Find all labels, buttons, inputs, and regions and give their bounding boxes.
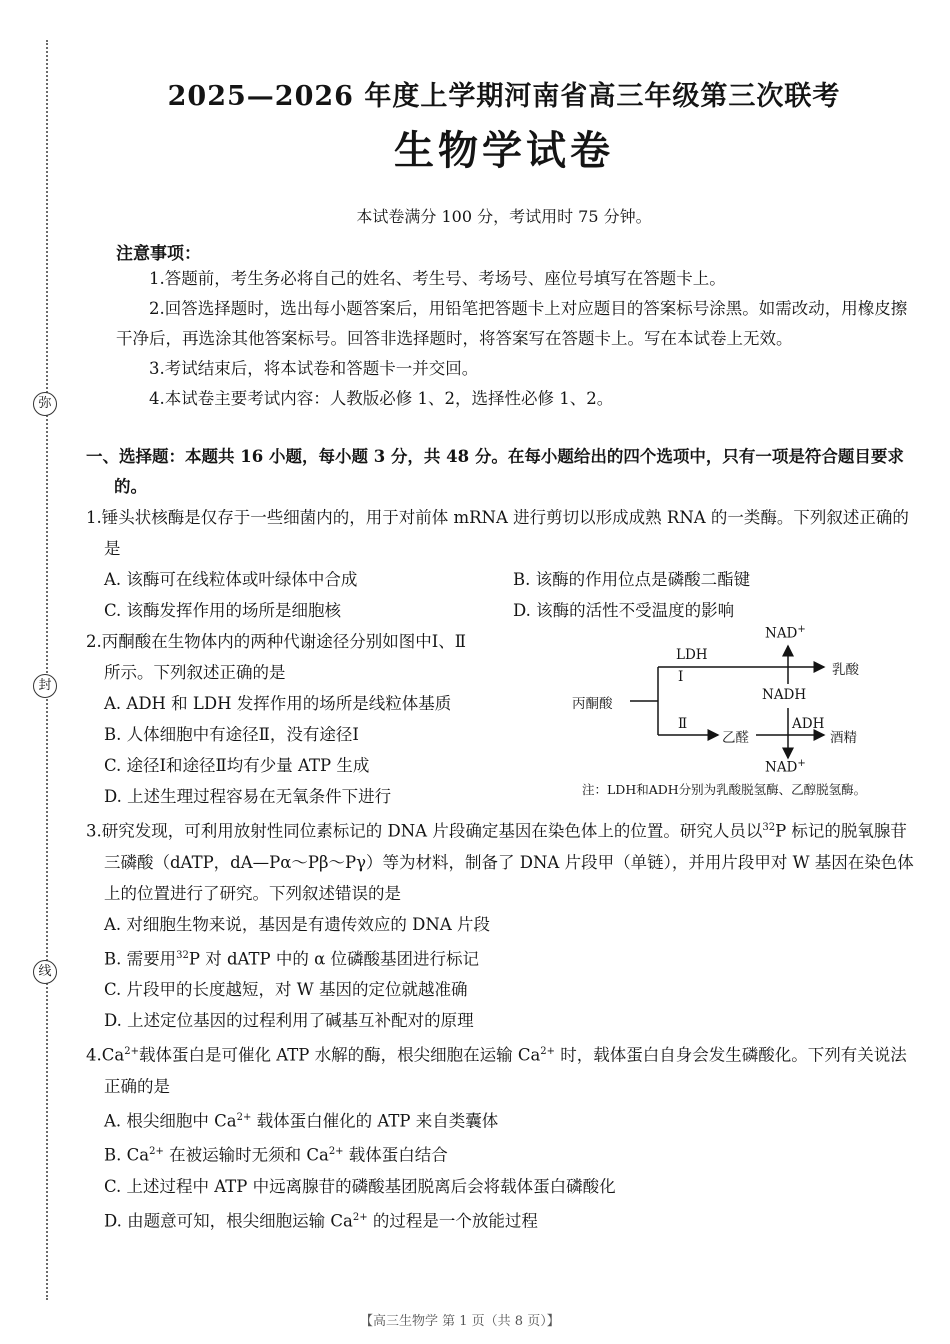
q2-option-d: D. 上述生理过程容易在无氧条件下进行 — [104, 787, 392, 806]
q1-option-a: A. 该酶可在线粒体或叶绿体中合成 — [104, 570, 358, 589]
seal-char-feng: 封 — [33, 674, 57, 698]
subject-title: 生物学试卷 — [394, 127, 614, 174]
adh-label: ADH — [792, 716, 825, 732]
question-4-stem: $4.Ca^{2+}$载体蛋白是可催化 ATP 水解的酶，根尖细胞在运输 $Ca^{2+}$ 时，载体蛋白自身会发生磷酸化。下列有关说法正确的是 — [86, 1045, 907, 1096]
question-3-stem: 3.研究发现，可利用放射性同位素标记的 DNA 片段确定基因在染色体上的位置。研究人员以$^{32}$P 标记的脱氧腺苷三磷酸（dATP，dA—Pα～Pβ～Pγ）等为材料，制备了 DNA 片段甲（单链），并用片段甲对 W 基因在染色体上的位置进行了研究。下列叙述错误的是 — [86, 821, 914, 903]
exam-meta: 本试卷满分 100 分，考试用时 75 分钟。 — [356, 207, 652, 226]
seal-char-mi: 弥 — [33, 392, 57, 416]
question-2-stem-line2: 所示。下列叙述正确的是 — [104, 663, 286, 682]
nad-top-label: NAD+ — [765, 624, 806, 642]
notice-item: 4.本试卷主要考试内容：人教版必修 1、2，选择性必修 1、2。 — [149, 389, 614, 408]
ethanol-label: 酒精 — [830, 730, 857, 746]
notice-list — [116, 264, 922, 414]
pathway-lines — [572, 622, 922, 782]
ldh-label: LDH — [676, 647, 708, 663]
q1-option-b: B. 该酶的作用位点是磷酸二酯键 — [513, 570, 751, 589]
exam-page — [86, 66, 922, 1236]
seal-line — [46, 40, 48, 1300]
q3-option-c: C. 片段甲的长度越短，对 W 基因的定位就越准确 — [104, 980, 468, 999]
pyruvate-label: 丙酮酸 — [572, 696, 613, 712]
diagram-note: 注：LDH和ADH分别为乳酸脱氢酶、乙醇脱氢酶。 — [582, 782, 867, 797]
path-2-label: Ⅱ — [678, 716, 688, 732]
q4-option-d: D. 由题意可知，根尖细胞运输 $Ca^{2+}$ 的过程是一个放能过程 — [104, 1211, 538, 1230]
q3-option-b: B. 需要用$^{32}$P 对 dATP 中的 α 位磷酸基团进行标记 — [104, 949, 480, 968]
nadh-label: NADH — [762, 687, 807, 703]
q2-option-b: B. 人体细胞中有途径Ⅱ，没有途径Ⅰ — [104, 725, 359, 744]
question-1-options — [104, 564, 922, 626]
path-1-label: Ⅰ — [678, 669, 684, 685]
acetaldehyde-label: 乙醛 — [722, 730, 749, 746]
q1-option-d: D. 该酶的活性不受温度的影响 — [513, 601, 735, 620]
q4-option-b: B. $Ca^{2+}$ 在被运输时无须和 $Ca^{2+}$ 载体蛋白结合 — [104, 1145, 448, 1165]
exam-title: 2025—2026 年度上学期河南省高三年级第三次联考 — [167, 81, 841, 112]
page-footer: 【高三生物学 第 1 页（共 8 页）】 — [360, 1314, 560, 1329]
q2-option-c: C. 途径Ⅰ和途径Ⅱ均有少量 ATP 生成 — [104, 756, 370, 775]
question-2-stem-line1: 2.丙酮酸在生物体内的两种代谢途径分别如图中Ⅰ、Ⅱ — [86, 632, 466, 651]
notice-item: 3.考试结束后，将本试卷和答题卡一并交回。 — [149, 359, 479, 378]
q4-option-a: A. 根尖细胞中 $Ca^{2+}$ 载体蛋白催化的 ATP 来自类囊体 — [104, 1111, 499, 1130]
q3-option-a: A. 对细胞生物来说，基因是有遗传效应的 DNA 片段 — [104, 914, 490, 934]
nad-bottom-label: NAD+ — [765, 758, 806, 776]
question-1-stem: 1.锤头状核酶是仅存于一些细菌内的，用于对前体 mRNA 进行剪切以形成成熟 RNA 的一类酶。下列叙述正确的是 — [86, 508, 909, 558]
q2-option-a: A. ADH 和 LDH 发挥作用的场所是线粒体基质 — [104, 694, 452, 713]
q4-option-c: C. 上述过程中 ATP 中远离腺苷的磷酸基团脱离后会将载体蛋白磷酸化 — [104, 1176, 616, 1196]
q1-option-c: C. 该酶发挥作用的场所是细胞核 — [104, 601, 342, 620]
notice-heading: 注意事项： — [116, 244, 201, 264]
q3-option-d: D. 上述定位基因的过程利用了碱基互补配对的原理 — [104, 1011, 474, 1030]
seal-char-xian: 线 — [33, 960, 57, 984]
section-heading: 一、选择题：本题共 16 小题，每小题 3 分，共 48 分。在每小题给出的四个选项中，只有一项是符合题目要求的。 — [86, 447, 904, 496]
pyruvate-pathway-diagram — [572, 622, 922, 798]
lactate-label: 乳酸 — [832, 662, 859, 678]
notice-item: 2.回答选择题时，选出每小题答案后，用铅笔把答题卡上对应题目的答案标号涂黑。如需改动，用橡皮擦干净后，再选涂其他答案标号。回答非选择题时，将答案写在答题卡上。写在本试卷上无效。 — [116, 299, 908, 348]
question-2 — [86, 626, 922, 812]
notice-item: 1.答题前，考生务必将自己的姓名、考生号、考场号、座位号填写在答题卡上。 — [149, 269, 726, 288]
